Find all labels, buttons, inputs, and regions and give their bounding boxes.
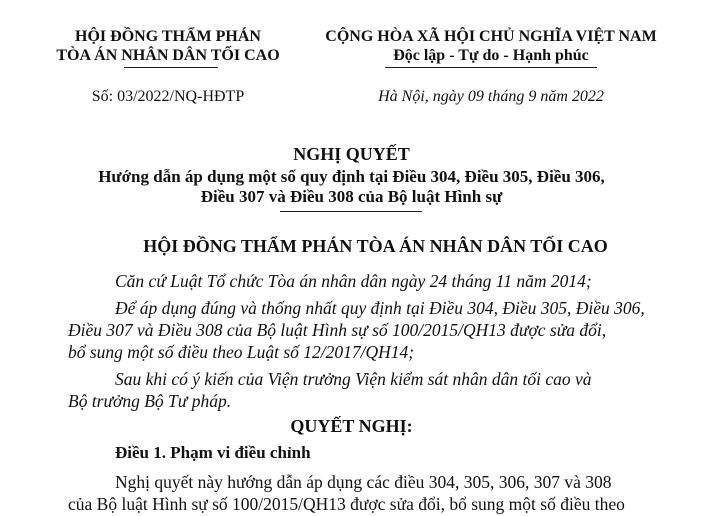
preamble-line: Bộ trưởng Bộ Tư pháp.	[68, 391, 232, 411]
title-underline	[280, 211, 422, 212]
document-number: Số: 03/2022/NQ-HĐTP	[91, 88, 245, 105]
issuing-body-line2: TÒA ÁN NHÂN DÂN TỐI CAO	[56, 47, 280, 64]
preamble-line: Căn cứ Luật Tổ chức Tòa án nhân dân ngày 24 tháng 11 năm 2014;	[115, 271, 592, 291]
resolution-subtitle-line1: Hướng dẫn áp dụng một số quy định tại Điều 304, Điều 305, Điều 306,	[98, 167, 605, 186]
national-motto: Độc lập - Tự do - Hạnh phúc	[393, 47, 589, 64]
issuer-heading: HỘI ĐỒNG THẨM PHÁN TÒA ÁN NHÂN DÂN TỐI CAO	[143, 236, 608, 256]
decision-heading: QUYẾT NGHỊ:	[290, 416, 413, 436]
preamble-line: Sau khi có ý kiến của Viện trưởng Viện kiểm sát nhân dân tối cao và	[115, 369, 592, 389]
preamble-line: bổ sung một số điều theo Luật số 12/2017/QH14;	[68, 342, 415, 362]
country-name: CỘNG HÒA XÃ HỘI CHỦ NGHĨA VIỆT NAM	[325, 28, 657, 45]
issuing-body-line1: HỘI ĐỒNG THẨM PHÁN	[75, 28, 261, 45]
header-left-underline	[124, 67, 218, 68]
article-1-text-line: Nghị quyết này hướng dẫn áp dụng các điều 304, 305, 306, 307 và 308	[115, 472, 612, 492]
preamble-line: Để áp dụng đúng và thống nhất quy định tại Điều 304, Điều 305, Điều 306,	[115, 298, 645, 318]
resolution-title: NGHỊ QUYẾT	[293, 144, 410, 164]
place-date: Hà Nội, ngày 09 tháng 9 năm 2022	[378, 88, 604, 105]
resolution-subtitle-line2: Điều 307 và Điều 308 của Bộ luật Hình sự	[200, 187, 503, 206]
motto-underline	[385, 67, 597, 68]
article-1-heading: Điều 1. Phạm vi điều chỉnh	[115, 443, 311, 462]
preamble-line: Điều 307 và Điều 308 của Bộ luật Hình sự số 100/2015/QH13 được sửa đổi,	[68, 320, 607, 340]
article-1-text-line: của Bộ luật Hình sự số 100/2015/QH13 được sửa đổi, bổ sung một số điều theo	[68, 494, 625, 514]
